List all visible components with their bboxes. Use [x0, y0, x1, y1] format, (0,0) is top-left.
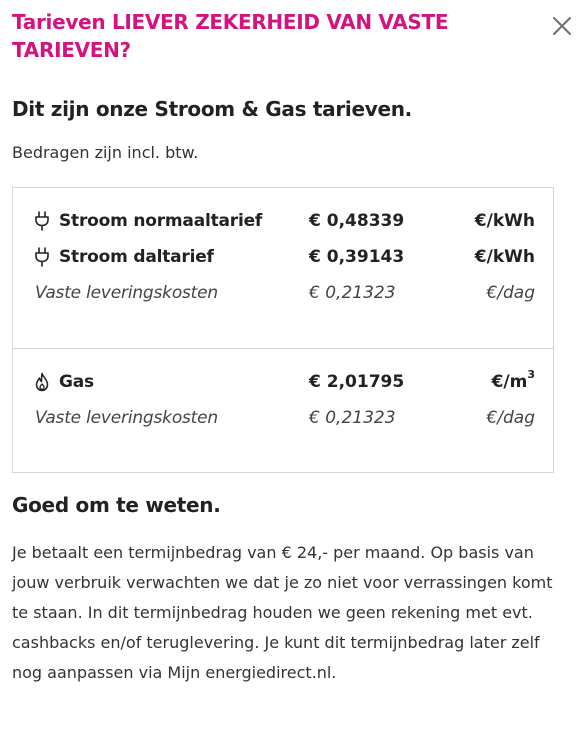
tariff-unit	[492, 370, 535, 394]
tariff-label: Stroom daltarief	[59, 247, 214, 267]
tariff-value: € 0,39143	[309, 247, 405, 267]
tariff-label: Vaste leveringskosten	[35, 408, 218, 428]
flame-icon	[33, 372, 51, 392]
modal-header	[12, 8, 522, 64]
tariff-row-stroom-vast	[13, 281, 553, 305]
unit-base: €/m	[491, 372, 528, 392]
tariff-label: Vaste leveringskosten	[35, 283, 218, 303]
tariff-label: Stroom normaaltarief	[59, 211, 263, 231]
tariff-row-stroom-normaal	[13, 209, 553, 233]
plug-icon	[33, 211, 51, 231]
tariffs-heading: Dit zijn onze Stroom & Gas tarieven.	[12, 97, 412, 121]
tariff-unit: €/kWh	[474, 247, 535, 267]
tariff-label: Gas	[59, 372, 94, 392]
tariff-row-gas-vast	[13, 406, 553, 430]
tariff-row-gas	[13, 370, 553, 394]
close-button[interactable]	[548, 12, 576, 40]
tariffs-subtitle: Bedragen zijn incl. btw.	[12, 143, 199, 162]
divider	[13, 348, 553, 349]
info-text: Je betaalt een termijnbedrag van € 24,- per maand. Op basis van jouw verbruik verwachten we dat je zo niet voor verrassingen komt te staan. In dit termijnbedrag houden we geen rekening met evt. cashbacks en/of teruglevering. Je kunt dit termijnbedrag later zelf nog aanpassen via Mijn energiedirect.nl.	[12, 543, 553, 682]
info-heading: Goed om te weten.	[12, 493, 221, 517]
tariff-unit: €/dag	[486, 283, 535, 303]
tariff-value: € 0,21323	[309, 408, 396, 428]
tariff-value: € 2,01795	[309, 372, 405, 392]
tariff-value: € 0,21323	[309, 283, 396, 303]
close-icon	[552, 16, 572, 36]
plug-icon	[33, 247, 51, 267]
modal-title: Tarieven LIEVER ZEKERHEID VAN VASTE TARIEVEN?	[12, 10, 449, 62]
tariff-value: € 0,48339	[309, 211, 405, 231]
tariff-row-stroom-dal	[13, 245, 553, 269]
tariff-unit: €/kWh	[474, 211, 535, 231]
unit-superscript: 3	[527, 368, 535, 382]
tariff-unit: €/dag	[486, 408, 535, 428]
tariff-table	[12, 187, 554, 473]
